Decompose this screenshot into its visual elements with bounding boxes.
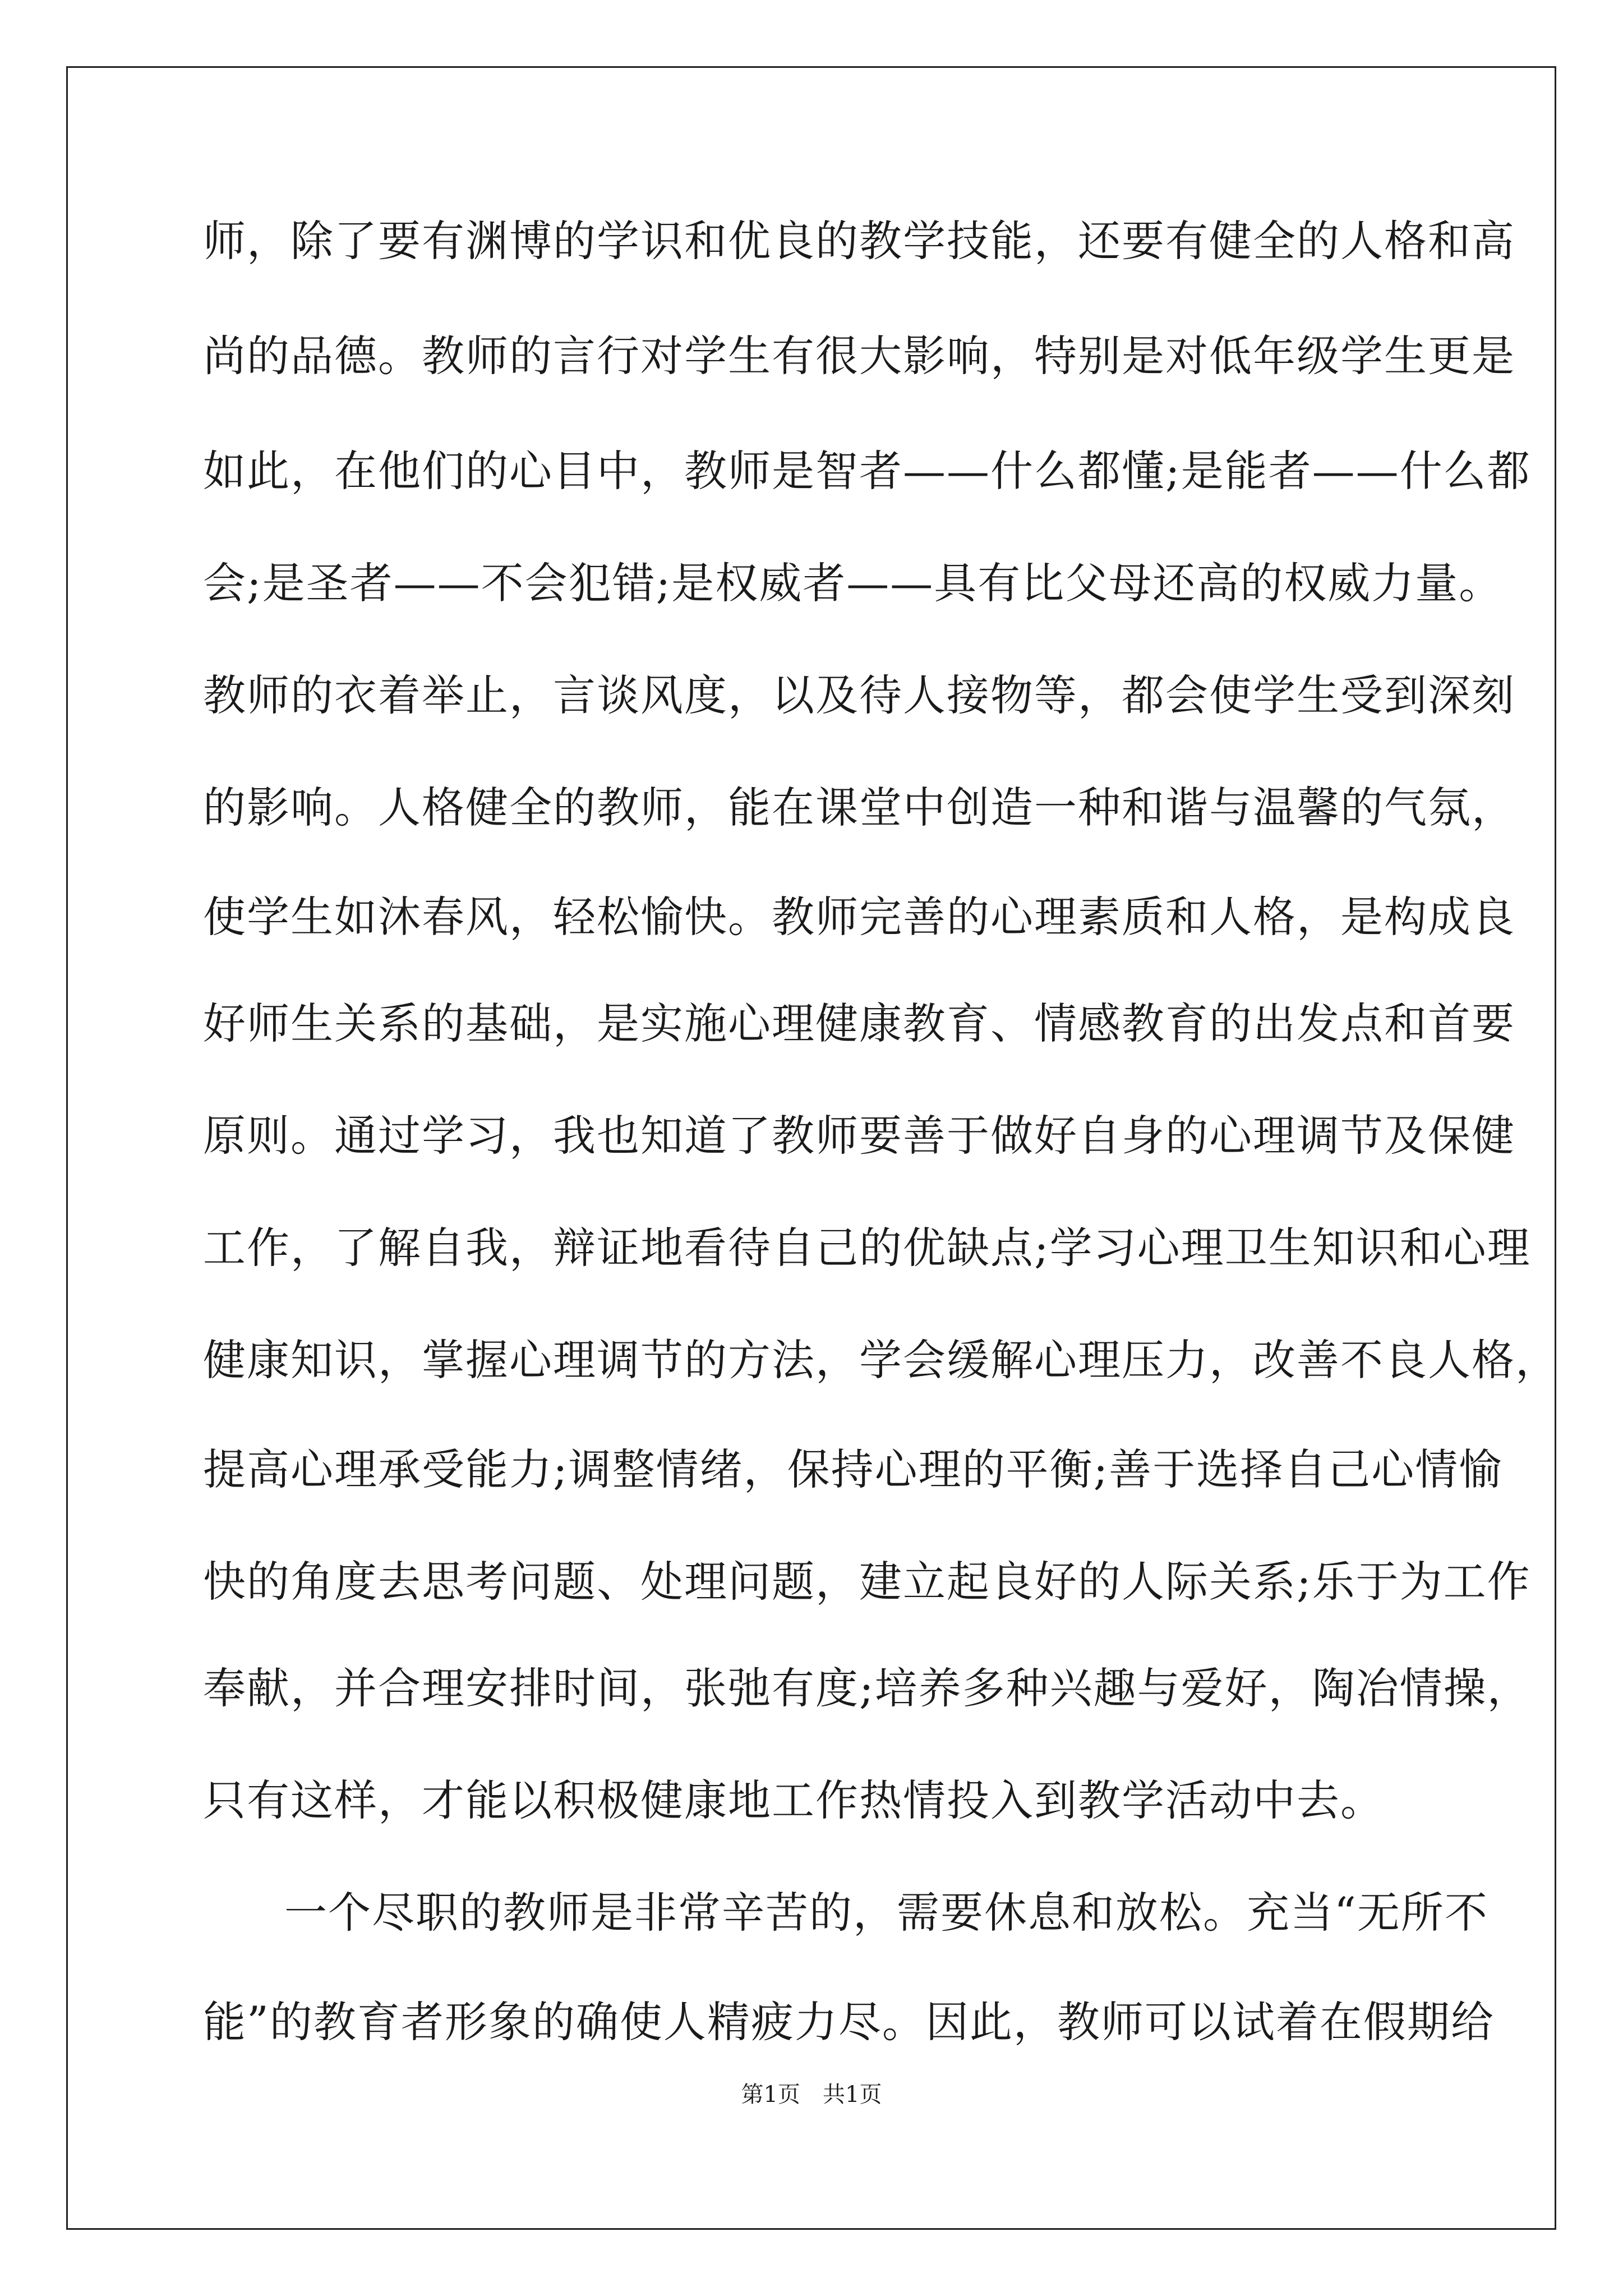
body-line: 尚的品德。教师的言行对学生有很大影响，特别是对低年级学生更是 — [203, 331, 1515, 381]
body-line: 工作，了解自我，辩证地看待自己的优缺点;学习心理卫生知识和心理 — [203, 1223, 1531, 1273]
body-line: 的影响。人格健全的教师，能在课堂中创造一种和谐与温馨的气氛， — [203, 783, 1515, 832]
body-line: 健康知识，掌握心理调节的方法，学会缓解心理压力，改善不良人格， — [203, 1335, 1559, 1385]
body-line: 会;是圣者——不会犯错;是权威者——具有比父母还高的权威力量。 — [203, 558, 1503, 608]
body-line: 提高心理承受能力;调整情绪，保持心理的平衡;善于选择自己心情愉 — [203, 1444, 1503, 1494]
body-line: 奉献，并合理安排时间，张弛有度;培养多种兴趣与爱好，陶冶情操， — [203, 1663, 1531, 1713]
body-line: 好师生关系的基础，是实施心理健康教育、情感教育的出发点和首要 — [203, 999, 1515, 1048]
page-number-footer: 第1页 共1页 — [741, 2082, 882, 2108]
body-line: 师，除了要有渊博的学识和优良的教学技能，还要有健全的人格和高 — [203, 216, 1515, 266]
body-line: 教师的衣着举止，言谈风度，以及待人接物等，都会使学生受到深刻 — [203, 670, 1515, 720]
body-line: 原则。通过学习，我也知道了教师要善于做好自身的心理调节及保健 — [203, 1111, 1515, 1161]
body-line: 如此，在他们的心目中，教师是智者——什么都懂;是能者——什么都 — [203, 446, 1531, 496]
body-line: 只有这样，才能以积极健康地工作热情投入到教学活动中去。 — [203, 1775, 1384, 1825]
body-line: 快的角度去思考问题、处理问题，建立起良好的人际关系;乐于为工作 — [203, 1557, 1531, 1607]
body-line: 使学生如沐春风，轻松愉快。教师完善的心理素质和人格，是构成良 — [203, 892, 1515, 942]
paragraph-first-line: 一个尽职的教师是非常辛苦的，需要休息和放松。充当“无所不 — [284, 1888, 1488, 1938]
body-line: 能”的教育者形象的确使人精疲力尽。因此，教师可以试着在假期给 — [203, 1997, 1495, 2047]
